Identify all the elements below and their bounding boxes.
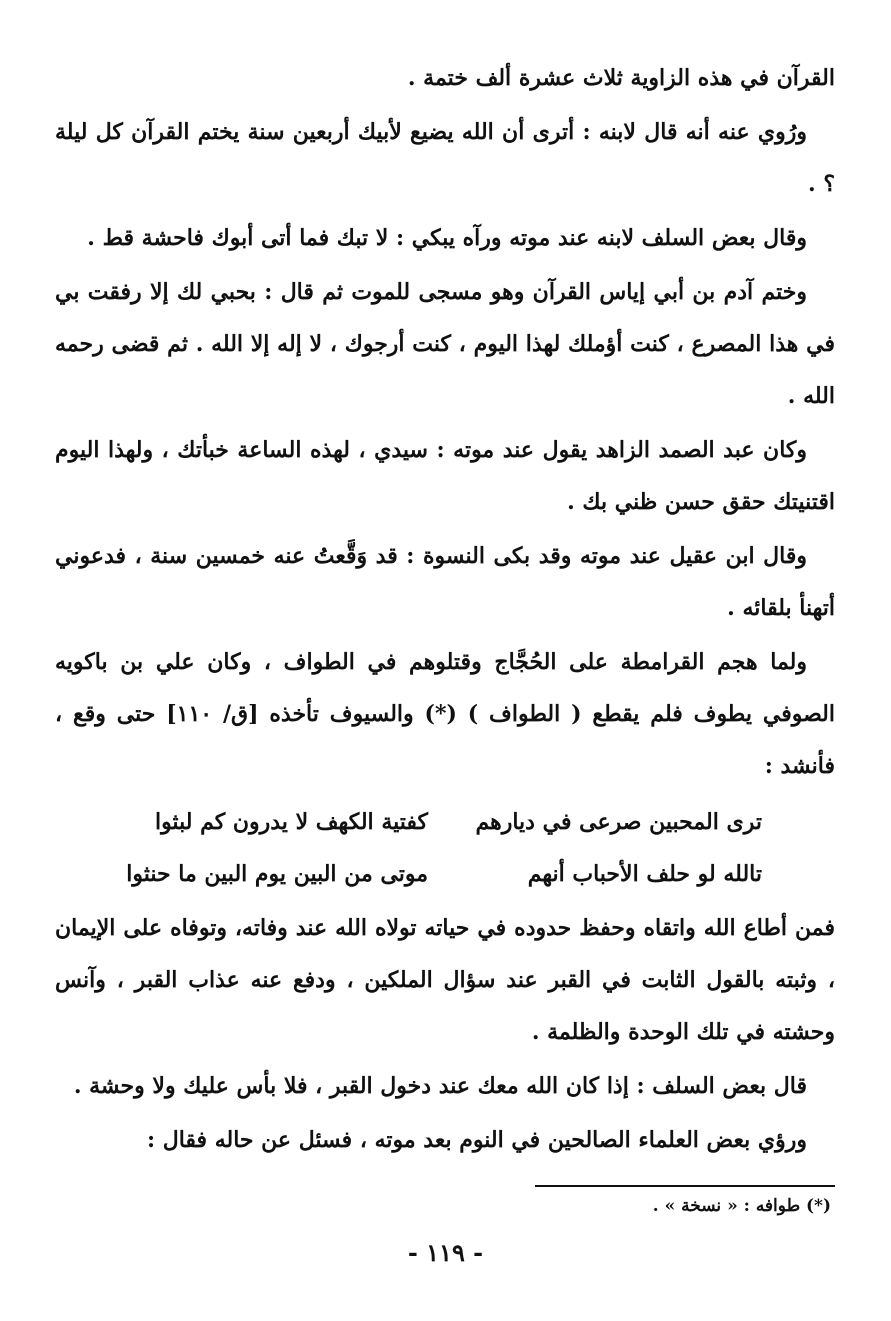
verse-1 xyxy=(55,796,835,848)
paragraph-3: وقال بعض السلف لابنه عند موته ورآه يبكي : لا تبك فما أتى أبوك فاحشة قط . xyxy=(87,225,807,251)
paragraph-5: وكان عبد الصمد الزاهد يقول عند موته : سيدي ، لهذه الساعة خبأتك ، ولهذا اليوم اقتنيتك حقق حسن ظني بك . xyxy=(55,437,835,515)
paragraph-1: القرآن في هذه الزاوية ثلاث عشرة ألف ختمة . xyxy=(407,65,835,91)
paragraph-4: وختم آدم بن أبي إياس القرآن وهو مسجى للموت ثم قال : بحبي لك إلا رفقت بي في هذا المصرع ، كنت أؤملك لهذا اليوم ، كنت أرجوك ، لا إله إلا الله . ثم قضى رحمه الله . xyxy=(55,279,835,409)
page-body xyxy=(55,52,835,1168)
paragraph-2: ورُوي عنه أنه قال لابنه : أترى أن الله يضيع لأبيك أربعين سنة يختم القرآن كل ليلة ؟ . xyxy=(55,119,835,197)
paragraph-6: وقال ابن عقيل عند موته وقد بكى النسوة : قد وَقَّعتُ عنه خمسين سنة ، فدعوني أتهنأ بلقائه . xyxy=(55,543,835,621)
verse-1-first-hemistich: ترى المحبين صرعى في ديارهم xyxy=(475,809,762,835)
page-number: - ١١٩ - xyxy=(407,1238,484,1267)
paragraph-8: فمن أطاع الله واتقاه وحفظ حدوده في حياته تولاه الله عند وفاته، وتوفاه على الإيمان ، وثبته بالقول الثابت في القبر عند سؤال الملكين ، ودفع عنه عذاب القبر ، وآنس وحشته في تلك الوحدة والظلمة . xyxy=(55,915,835,1045)
paragraph-10: ورؤي بعض العلماء الصالحين في النوم بعد موته ، فسئل عن حاله فقال : xyxy=(146,1127,807,1153)
footnote: (*) طوافه : « نسخة » . xyxy=(652,1196,831,1216)
footnote-divider xyxy=(535,1185,835,1187)
verse-2-second-hemistich: موتى من البين يوم البين ما حنثوا xyxy=(126,861,428,887)
paragraph-7: ولما هجم القرامطة على الحُجَّاج وقتلوهم في الطواف ، وكان علي بن باكويه الصوفي يطوف فلم يقطع ( الطواف ) (*) والسيوف تأخذه [ق/ ١١٠] حتى وقع ، فأنشد : xyxy=(55,649,835,779)
verse-1-second-hemistich: كفتية الكهف لا يدرون كم لبثوا xyxy=(154,809,428,835)
poem xyxy=(55,796,835,900)
verse-2 xyxy=(55,848,835,900)
paragraph-9: قال بعض السلف : إذا كان الله معك عند دخول القبر ، فلا بأس عليك ولا وحشة . xyxy=(73,1073,807,1099)
verse-2-first-hemistich: تالله لو حلف الأحباب أنهم xyxy=(527,861,762,887)
